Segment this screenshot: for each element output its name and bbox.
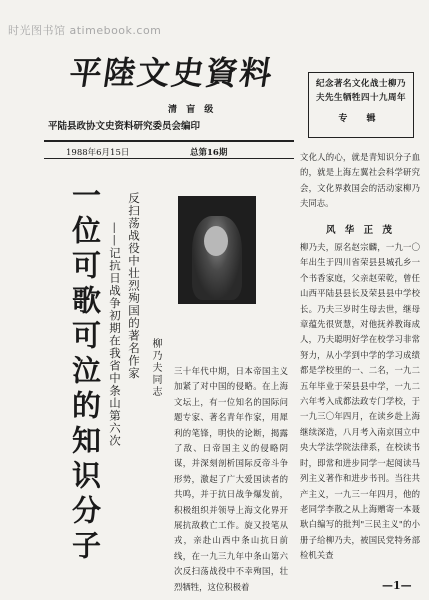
publisher: 平陆县政协文史资料研究委员会编印 <box>48 121 201 132</box>
divider <box>44 140 294 142</box>
section-subhead: 风 华 正 茂 <box>326 225 395 236</box>
watermark: 时光图书馆 atimebook.com <box>8 24 162 37</box>
article-body-column-2-top <box>300 150 420 212</box>
issue-number: 总第16期 <box>190 148 228 158</box>
article-subtitle-1: ——记抗日战争初期在我省中条山第六次 <box>108 222 122 447</box>
internal-label: 清 盲 级 <box>168 105 217 115</box>
page-number: —1— <box>382 579 412 592</box>
body-text: 柳乃夫，原名赵宗麟，一九一〇年出生于四川省荣县县城孔乡一个书香家庭，父亲赵荣乾，曾任山西平陆县县长及荣县县中学校长。乃夫三岁时生母去世，继母章蕴先很贤慧，对他抚养教诲成人，乃夫聪明好学在校学习非常努力，从小学到中学的学习成绩都是学校里的一、二名，一九二五年毕业于荣县县中学，一九二六年考入成都法政专门学校，于一九三〇年四月，在读乡赴上海继续深造，八月考入南京国立中央大学法学院法律系，在校读书时，即常和进步同学一起阅读马列主义著作和进步书刊。当往共产主义，一九三一年四月，他的老同学李散之从上海赠寄一本聂耿白编写的批判"三民主义"的小册子给柳乃夫，被国民党特务部检机关查 <box>300 242 420 561</box>
body-text: 文化人的心，就是青知识分子血的，就是上海左翼社会科学研究会，文化界救国会的活动家柳乃夫同志。 <box>300 152 420 209</box>
divider <box>44 158 294 159</box>
body-text: 三十年代中期，日本帝国主义加紧了对中国的侵略。在上海文坛上，有一位知名的国际问题专家、著名青年作家，用犀利的笔锋，明快的论断，揭露了敌、日帝国主义的侵略阴谋，并深刻剖析国际反帝斗争形势，激起了广大爱国读者的共鸣，并于抗日战争爆发前，积极组织并领导上海文化界开展抗敌救亡工作。旋又投笔从戎，亲赴山西中条山抗日前线，在一九三九年中条山第六次反扫荡战役中不幸殉国，壮烈牺牲，这位积极着 <box>174 366 288 592</box>
article-body-column-2 <box>300 240 420 564</box>
article-subtitle-2: 反扫荡战役中壮烈殉国的著名作家 <box>127 192 141 380</box>
special-issue-box <box>308 72 414 138</box>
special-issue-title: 纪念著名文化战士柳乃夫先生牺牲四十九周年 <box>315 79 406 103</box>
article-headline: 一位可歌可泣的知识分子 <box>68 180 102 565</box>
portrait-photo <box>178 196 256 304</box>
portrait-face <box>204 226 228 256</box>
article-author: 柳乃夫同志 <box>150 338 161 398</box>
article-body-column-1 <box>174 364 288 595</box>
issue-date: 1988年6月15日 <box>66 148 130 158</box>
special-issue-subtitle: 专 辑 <box>338 114 384 124</box>
masthead-title: 平陸文史資料 <box>67 54 277 92</box>
